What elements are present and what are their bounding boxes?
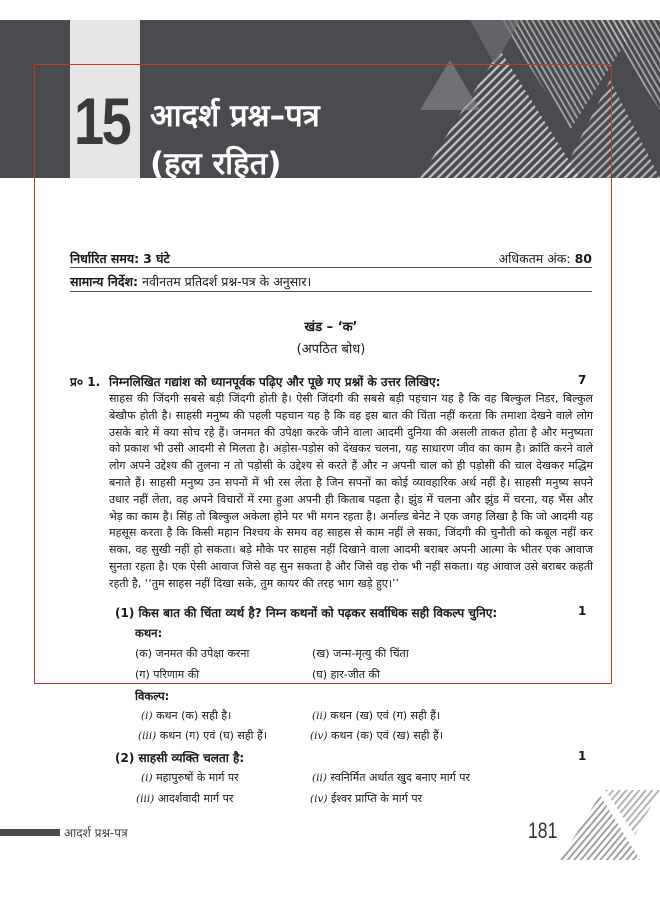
subquestion-1: (1) किस बात की चिंता व्यर्थ है? निम्न कथनों को पढ़कर सर्वाधिक सही विकल्प चुनिए:: [115, 606, 498, 620]
page-number: 181: [528, 818, 558, 843]
chapter-title-line2: (हल रहित): [150, 146, 282, 182]
statement-gha: (घ) हार-जीत की: [312, 668, 380, 681]
option-1: (i) कथन (क) सही है।: [141, 709, 232, 722]
divider-bottom: [70, 291, 592, 292]
option-2: (ii) कथन (ख) एवं (ग) सही हैं।: [312, 709, 441, 722]
footer-bar: [0, 829, 60, 836]
section-subtitle: (अपठित बोध): [296, 342, 366, 357]
chapter-title: [150, 92, 320, 188]
statement-ka: (क) जनमत की उपेक्षा करना: [135, 647, 250, 660]
statement-ga: (ग) परिणाम की: [135, 668, 200, 681]
statement-kha: (ख) जन्म-मृत्यु की चिंता: [312, 647, 409, 660]
options-label: विकल्प:: [135, 689, 170, 703]
statements-label: कथन:: [135, 626, 163, 640]
passage-text: साहस की जिंदगी सबसे बड़ी जिंदगी होती है। ऐसी जिंदगी की सबसे बड़ी पहचान यह है कि वह बिल्कुल निडर, बिल्कुल बेखौफ होती है। साहसी मनुष्य की पहली पहचान यह है कि वह इस बात की चिंता नहीं करता कि तमाशा देखने वाले लोग उसके बारे में क्या सोच रहे हैं। जनमत की उपेक्षा करके जीने वाला आदमी दुनिया की असली ताकत होता है और मनुष्यता को प्रकाश भी उसी आदमी से मिलता है। अड़ोस-पड़ोस को देखकर चलना, यह साधारण जीव का काम है। क्रांति करने वाले लोग अपने उद्देश्य की तुलना न तो पड़ोसी के उद्देश्य से करते हैं और न अपनी चाल को ही पड़ोसी की चाल देखकर मद्धिम बनाते हैं। साहसी मनुष्य उन सपनों में भी रस लेता है जिन सपनों का कोई व्यावहारिक अर्थ नहीं है। साहसी मनुष्य सपने उधार नहीं लेता, वह अपने विचारों में रमा हुआ अपनी ही किताब पढ़ता है। झुंड में चलना और झुंड में चरना, यह भैंस और भेड़ का काम है। सिंह तो बिल्कुल अकेला होने पर भी मगन रहता है। अर्नाल्ड बेनेट ने एक जगह लिखा है कि जो आदमी यह महसूस करता है कि किसी महान निश्चय के समय वह साहस से काम नहीं ले सका, जिंदगी की चुनौती को कबूल नहीं कर सका, वह सुखी नहीं हो सकता। बड़े मौके पर साहस नहीं दिखाने वाला आदमी बराबर अपनी आत्मा के भीतर एक आवाज सुनता रहता है। एक ऐसी आवाज जिसे वह सुन सकता है और जिसे वह रोक भी नहीं सकता। यह आवाज उसे बराबर कहती रहती है, ‘‘तुम साहस नहीं दिखा सके, तुम कायर की तरह भाग खड़े हुए।’’: [109, 392, 593, 590]
chapter-title-line1: आदर्श प्रश्न–पत्र: [150, 98, 320, 134]
footer-decorative-triangles: [560, 790, 660, 860]
question-prompt: निम्नलिखित गद्यांश को ध्यानपूर्वक पढ़िए और पूछे गए प्रश्नों के उत्तर लिखिए:: [109, 375, 441, 389]
option-3: (iii) कथन (ग) एवं (घ) सही हैं।: [138, 729, 268, 742]
sub2-option-3: (iii) आदर्शवादी मार्ग पर: [136, 792, 234, 805]
question-label: प्र० 1.: [70, 375, 101, 389]
subquestion-1-marks: 1: [578, 604, 587, 618]
general-instructions: सामान्य निर्देश: नवीनतम प्रतिदर्श प्रश्न-पत्र के अनुसार।: [70, 274, 312, 289]
subquestion-2-marks: 1: [578, 749, 587, 763]
max-marks: अधिकतम अंक: 80: [498, 251, 592, 266]
chapter-number: 15: [74, 84, 130, 158]
subquestion-2: (2) साहसी व्यक्ति चलता है:: [115, 751, 245, 765]
footer-section-name: आदर्श प्रश्न-पत्र: [64, 826, 128, 840]
question-marks: 7: [578, 373, 587, 387]
sub2-option-2: (ii) स्वनिर्मित अर्थात खुद बनाए मार्ग पर: [312, 771, 471, 784]
section-title: खंड – ‘क’: [304, 320, 358, 335]
divider-top: [70, 267, 592, 268]
time-allowed: निर्धारित समय: 3 घंटे: [70, 251, 170, 266]
sub2-option-1: (i) महापुरुषों के मार्ग पर: [141, 771, 239, 784]
sub2-option-4: (iv) ईश्वर प्राप्ति के मार्ग पर: [310, 792, 423, 805]
option-4: (iv) कथन (क) एवं (ख) सही हैं।: [310, 729, 443, 742]
